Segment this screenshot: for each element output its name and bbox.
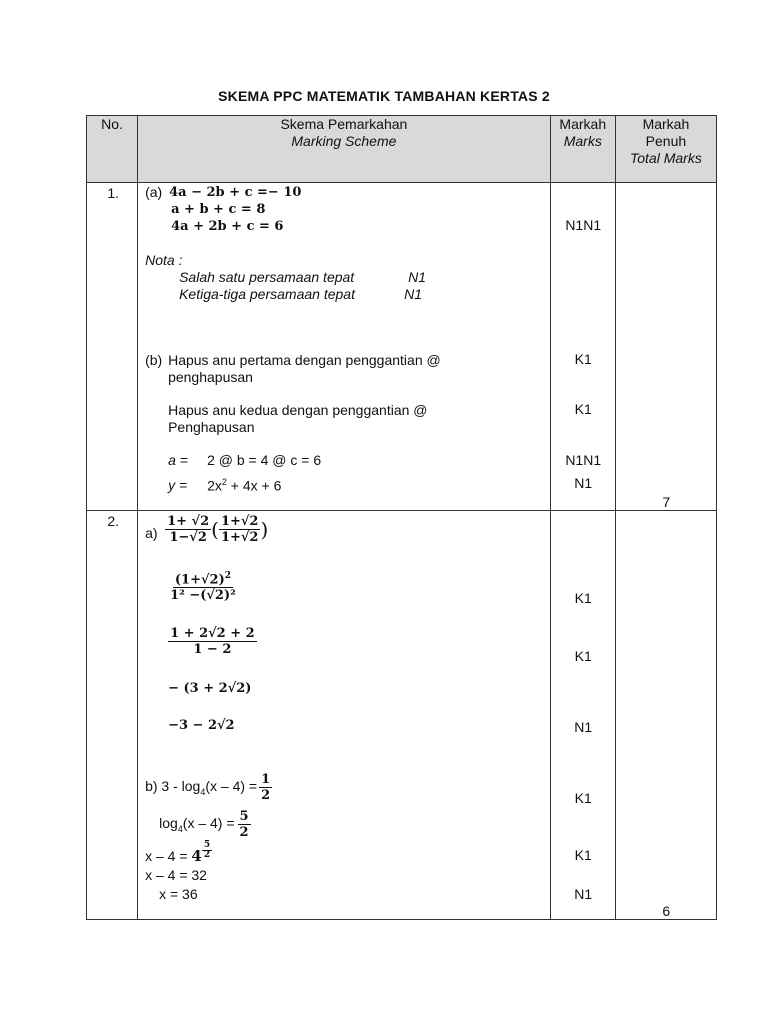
q2-step1-pnum: 1+√2 — [220, 514, 259, 529]
q2-step-1 — [165, 514, 268, 545]
q2-b3-base: 4 — [191, 847, 202, 865]
q2-mark-3: N1 — [574, 719, 593, 735]
q1-solution-values: 2 @ b = 4 @ c = 6 — [207, 452, 322, 468]
header-total — [615, 116, 716, 183]
q2-step2-num: (1+√2) — [174, 572, 225, 588]
q1-b1-line1: Hapus anu pertama dengan penggantian @ — [168, 352, 441, 368]
q2-marks-cell — [550, 511, 615, 920]
q2-number: 2. — [107, 513, 120, 529]
q2-b-line-2 — [159, 809, 251, 840]
q1-equation-2: a + b + c = 8 — [171, 202, 266, 217]
q2-step1-open-paren: ( — [211, 517, 219, 542]
q1-solution-a-label: a = — [168, 452, 188, 468]
q2-step3-num: 1 + 2√2 + 2 — [170, 626, 255, 641]
header-total-en: Total Marks — [629, 150, 702, 166]
q2-b3-exp-den: 2 — [203, 850, 211, 860]
q2-total: 6 — [662, 903, 671, 919]
q1-nota-2: Ketiga-tiga persamaan tepat — [179, 286, 355, 302]
q2-step2-fraction — [168, 569, 238, 603]
q2-b-line-4: x – 4 = 32 — [145, 867, 207, 883]
q2-b2-rest: (x – 4) = — [182, 815, 235, 832]
q2-b2-sub: 4 — [177, 824, 183, 834]
q1-mark-4: N1N1 — [565, 452, 602, 468]
q2-b-fraction — [259, 772, 272, 803]
q1-b2-line1: Hapus anu kedua dengan penggantian @ — [168, 402, 428, 418]
q1-no-cell — [87, 183, 138, 511]
q2-b-line-5: x = 36 — [159, 886, 198, 902]
q2-b-line-1 — [145, 772, 272, 803]
q1-mark-2: K1 — [574, 351, 592, 367]
q1-b2-line2: Penghapusan — [168, 419, 255, 435]
q1-marks-cell — [550, 183, 615, 511]
q2-step3-den: 1 − 2 — [193, 642, 232, 657]
q2-b2-pre: log — [159, 815, 178, 832]
q2-mark-4: K1 — [574, 790, 592, 806]
q2-b-line-3 — [145, 840, 212, 865]
q1-nota-1-mark: N1 — [408, 269, 426, 285]
q2-step1-paren-fraction — [219, 514, 261, 545]
header-total-ms-1: Markah — [642, 116, 690, 132]
q1-total: 7 — [662, 494, 671, 510]
q1-y-sup: 2 — [221, 477, 227, 487]
q1-total-cell — [615, 183, 716, 511]
q1-solution-y — [207, 477, 281, 494]
q2-no-cell — [87, 511, 138, 920]
q2-b2-fraction — [238, 809, 251, 840]
q2-step2-num-sup: 2 — [224, 571, 231, 581]
header-scheme-en: Marking Scheme — [291, 133, 397, 149]
q1-mark-3: K1 — [574, 401, 592, 417]
q2-b2-frac-num: 5 — [239, 809, 249, 824]
q1-a-label: (a) — [145, 184, 163, 200]
q2-mark-6: N1 — [574, 886, 593, 902]
q2-mark-1: K1 — [574, 590, 592, 606]
q2-mark-2: K1 — [574, 648, 592, 664]
q2-b3-exponent — [202, 841, 212, 860]
q2-step-4: − (3 + 2√2) — [168, 681, 252, 696]
header-marks — [550, 116, 615, 183]
q2-b-rest: (x – 4) = — [205, 778, 258, 795]
q1-mark-5: N1 — [574, 475, 593, 491]
q1-y-post: + 4x + 6 — [226, 477, 282, 494]
q2-total-cell — [615, 511, 716, 920]
q2-b-sub: 4 — [200, 787, 206, 797]
q2-a-label: a) — [145, 525, 158, 541]
marking-scheme-table — [86, 115, 717, 920]
header-marks-en: Marks — [563, 133, 602, 149]
q2-b3-exp-num: 5 — [203, 840, 211, 850]
q1-number: 1. — [107, 185, 120, 201]
q2-step-5: −3 − 2√2 — [168, 718, 235, 733]
q1-equation-3: 4a + 2b + c = 6 — [171, 219, 284, 234]
q2-b-frac-num: 1 — [261, 772, 271, 787]
q2-b2-frac-den: 2 — [239, 825, 249, 840]
q2-b3-pre: x – 4 = — [145, 848, 188, 864]
q2-step1-pden: 1+√2 — [220, 530, 259, 545]
header-scheme — [138, 116, 551, 183]
q2-step2-den: 1² −(√2)² — [170, 588, 236, 604]
q2-step1-num: 1+ √2 — [167, 514, 210, 529]
q2-b-frac-den: 2 — [261, 788, 271, 803]
page-title: SKEMA PPC MATEMATIK TAMBAHAN KERTAS 2 — [218, 88, 550, 104]
q2-step2-num-wrap — [173, 569, 233, 588]
question-row-2 — [87, 511, 717, 920]
q1-scheme-cell — [138, 183, 551, 511]
header-scheme-ms: Skema Pemarkahan — [280, 116, 408, 132]
q2-step-2 — [168, 569, 238, 603]
q1-b-label: (b) — [145, 352, 163, 368]
q2-step1-close-paren: ) — [260, 517, 269, 542]
q2-step-3 — [168, 626, 257, 657]
q1-equation-1: 4a − 2b + c =− 10 — [169, 185, 302, 200]
q1-nota-label: Nota : — [145, 252, 183, 268]
header-no: No. — [87, 116, 138, 183]
q1-y-pre: 2x — [207, 477, 222, 494]
q2-b-label: b) 3 - log — [145, 778, 201, 795]
q1-nota-1: Salah satu persamaan tepat — [179, 269, 355, 285]
q2-step3-fraction — [168, 626, 257, 657]
q2-step1-fraction — [165, 514, 211, 545]
header-marks-ms: Markah — [559, 116, 607, 132]
q1-nota-2-mark: N1 — [404, 286, 422, 302]
question-row-1 — [87, 183, 717, 511]
q2-scheme-cell — [138, 511, 551, 920]
header-total-ms-2: Penuh — [645, 133, 687, 149]
q1-mark-1: N1N1 — [565, 217, 602, 233]
table-header-row — [87, 116, 717, 183]
q1-b1-line2: penghapusan — [168, 369, 253, 385]
q2-mark-5: K1 — [574, 847, 592, 863]
q1-solution-y-label: y = — [168, 477, 188, 493]
q2-step1-den: 1−√2 — [169, 530, 207, 545]
